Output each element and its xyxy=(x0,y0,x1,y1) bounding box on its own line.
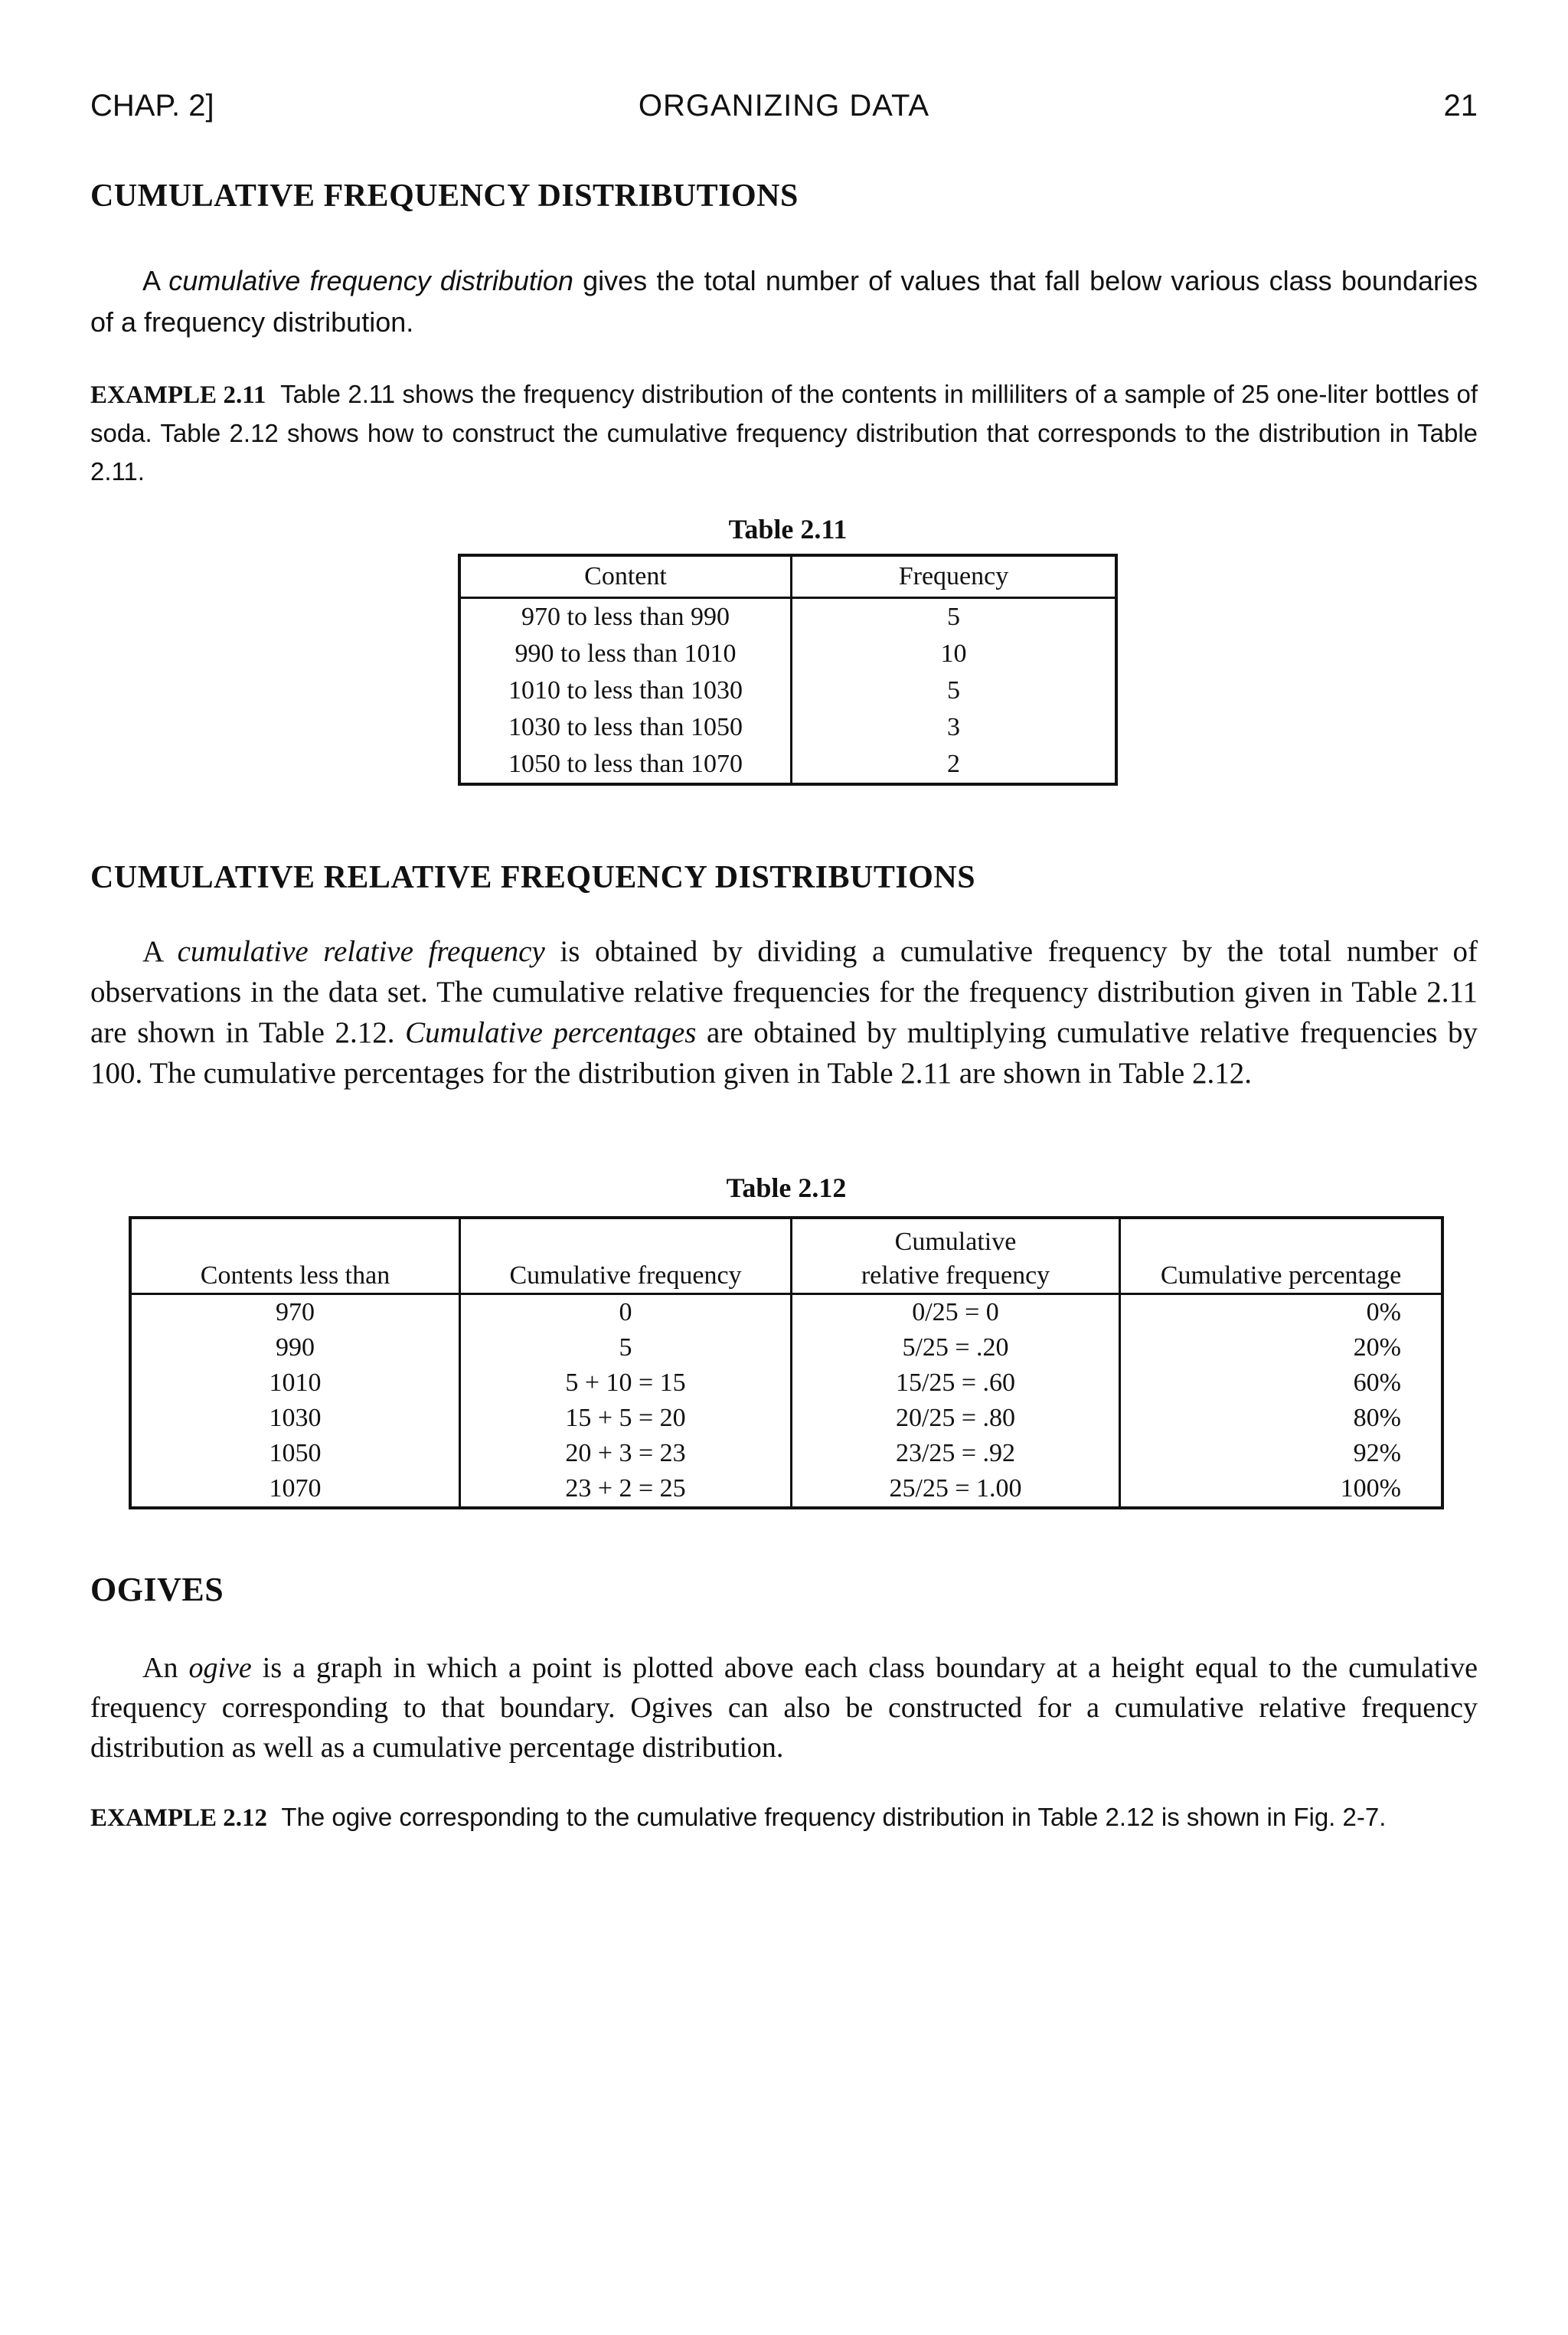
section-heading-ogives: OGIVES xyxy=(90,1571,224,1608)
table-cell: 23/25 = .92 xyxy=(792,1436,1120,1471)
table-cell: 1070 xyxy=(130,1471,460,1508)
table-row xyxy=(459,636,1116,672)
section-heading-cumulative-frequency: CUMULATIVE FREQUENCY DISTRIBUTIONS xyxy=(90,178,799,214)
section2-paragraph xyxy=(90,931,1478,1094)
section3-term: ogive xyxy=(188,1652,252,1684)
column-header-frequency: Frequency xyxy=(792,555,1117,598)
section-heading-cumulative-relative-frequency: CUMULATIVE RELATIVE FREQUENCY DISTRIBUTIONS xyxy=(90,860,976,895)
example-2-12-text: The ogive corresponding to the cumulative frequency distribution in Table 2.12 is shown in Fig. 2-7. xyxy=(281,1803,1387,1831)
table-cell: 1030 to less than 1050 xyxy=(459,709,792,746)
table-row xyxy=(459,746,1116,784)
table-cell: 5 xyxy=(947,676,960,705)
table-cell: 1050 to less than 1070 xyxy=(459,746,792,784)
table-cell: 1050 xyxy=(130,1436,460,1471)
section2-term-2: Cumulative percentages xyxy=(405,1016,697,1049)
column-header-cumulative-frequency: Cumulative frequency xyxy=(460,1218,792,1294)
table-row xyxy=(459,672,1116,709)
header-page-number: 21 xyxy=(1443,89,1478,123)
example-2-12 xyxy=(90,1798,1478,1837)
section2-term-1: cumulative relative frequency xyxy=(177,935,545,968)
table-cell: 3 xyxy=(947,713,960,741)
column-header-cumulative-relative-frequency xyxy=(792,1218,1120,1294)
column-header-cumulative-percentage: Cumulative percentage xyxy=(1120,1218,1443,1294)
table-cell: 970 to less than 990 xyxy=(459,598,792,636)
table-row xyxy=(130,1436,1442,1471)
table-cell: 970 xyxy=(130,1294,460,1331)
table-cell: 15 + 5 = 20 xyxy=(460,1401,792,1436)
example-2-11 xyxy=(90,375,1478,491)
table-cell: 1030 xyxy=(130,1401,460,1436)
table-cell: 100% xyxy=(1340,1474,1401,1503)
table-cell: 990 xyxy=(130,1330,460,1365)
table-2-11-caption: Table 2.11 xyxy=(728,514,848,545)
table-cell: 80% xyxy=(1353,1404,1401,1432)
table-cell: 25/25 = 1.00 xyxy=(792,1471,1120,1508)
section1-text-a: A xyxy=(142,265,169,296)
table-2-12-caption: Table 2.12 xyxy=(726,1172,847,1203)
header-title: ORGANIZING DATA xyxy=(638,89,930,123)
section3-text-b: is a graph in which a point is plotted above each class boundary at a height equal to the cumulative frequency corresponding to that boundary. Ogives can also be constructed for a cumulative relative frequency distribution as well as a cumulative percentage distribution. xyxy=(90,1652,1478,1764)
table-cell: 5 xyxy=(460,1330,792,1365)
table-cell: 92% xyxy=(1353,1439,1401,1467)
table-cell: 990 to less than 1010 xyxy=(459,636,792,672)
header-line-1: Cumulative xyxy=(894,1228,1017,1256)
section3-paragraph xyxy=(90,1648,1478,1768)
table-row xyxy=(130,1330,1442,1365)
header-line-2: relative frequency xyxy=(861,1261,1050,1290)
section1-text-b: gives the total number of values that fall below various class boundaries of a frequency distribution. xyxy=(90,265,1478,338)
table-cell: 10 xyxy=(940,639,967,668)
table-cell: 2 xyxy=(947,750,960,778)
section2-text-b: is obtained by dividing a cumulative frequency by the total number of observations in the data set. The cumulative relative frequencies for the frequency distribution given in Table 2.11 are shown in Table 2.12. xyxy=(90,935,1478,1049)
table-cell: 0% xyxy=(1366,1298,1401,1326)
table-2-12 xyxy=(129,1216,1444,1509)
header-chapter: CHAP. 2] xyxy=(90,89,214,123)
table-cell: 20/25 = .80 xyxy=(792,1401,1120,1436)
table-cell: 5/25 = .20 xyxy=(792,1330,1120,1365)
column-header-contents-less-than: Contents less than xyxy=(130,1218,460,1294)
running-header xyxy=(90,83,1478,129)
table-row xyxy=(459,598,1116,636)
table-cell: 23 + 2 = 25 xyxy=(460,1471,792,1508)
example-2-11-text: Table 2.11 shows the frequency distribution of the contents in milliliters of a sample of 25 one-liter bottles of soda. Table 2.12 shows how to construct the cumulative frequency distribution that corresponds to the distribution in Table 2.11. xyxy=(90,380,1478,486)
table-row xyxy=(459,709,1116,746)
column-header-content: Content xyxy=(459,555,792,598)
table-row xyxy=(130,1401,1442,1436)
table-header-row xyxy=(130,1218,1442,1294)
section3-text-a: An xyxy=(142,1652,189,1684)
table-cell: 5 + 10 = 15 xyxy=(460,1365,792,1401)
table-cell: 0/25 = 0 xyxy=(792,1294,1120,1331)
section2-text-a: A xyxy=(142,935,178,968)
table-header-row xyxy=(459,555,1116,598)
section1-paragraph xyxy=(90,260,1478,343)
table-cell: 60% xyxy=(1353,1369,1401,1397)
table-cell: 1010 to less than 1030 xyxy=(459,672,792,709)
table-cell: 15/25 = .60 xyxy=(792,1365,1120,1401)
table-cell: 20% xyxy=(1353,1333,1401,1362)
table-cell: 0 xyxy=(460,1294,792,1331)
table-2-11 xyxy=(458,554,1118,786)
table-row xyxy=(130,1294,1442,1331)
table-cell: 5 xyxy=(947,603,960,631)
table-row xyxy=(130,1471,1442,1508)
example-2-12-label: EXAMPLE 2.12 xyxy=(90,1804,267,1832)
section2-text-c: are obtained by multiplying cumulative relative frequencies by 100. The cumulative percentages for the distribution given in Table 2.11 are shown in Table 2.12. xyxy=(90,1016,1478,1090)
table-cell: 1010 xyxy=(130,1365,460,1401)
section1-term: cumulative frequency distribution xyxy=(168,265,573,296)
example-2-11-label: EXAMPLE 2.11 xyxy=(90,381,266,409)
table-row xyxy=(130,1365,1442,1401)
table-cell: 20 + 3 = 23 xyxy=(460,1436,792,1471)
